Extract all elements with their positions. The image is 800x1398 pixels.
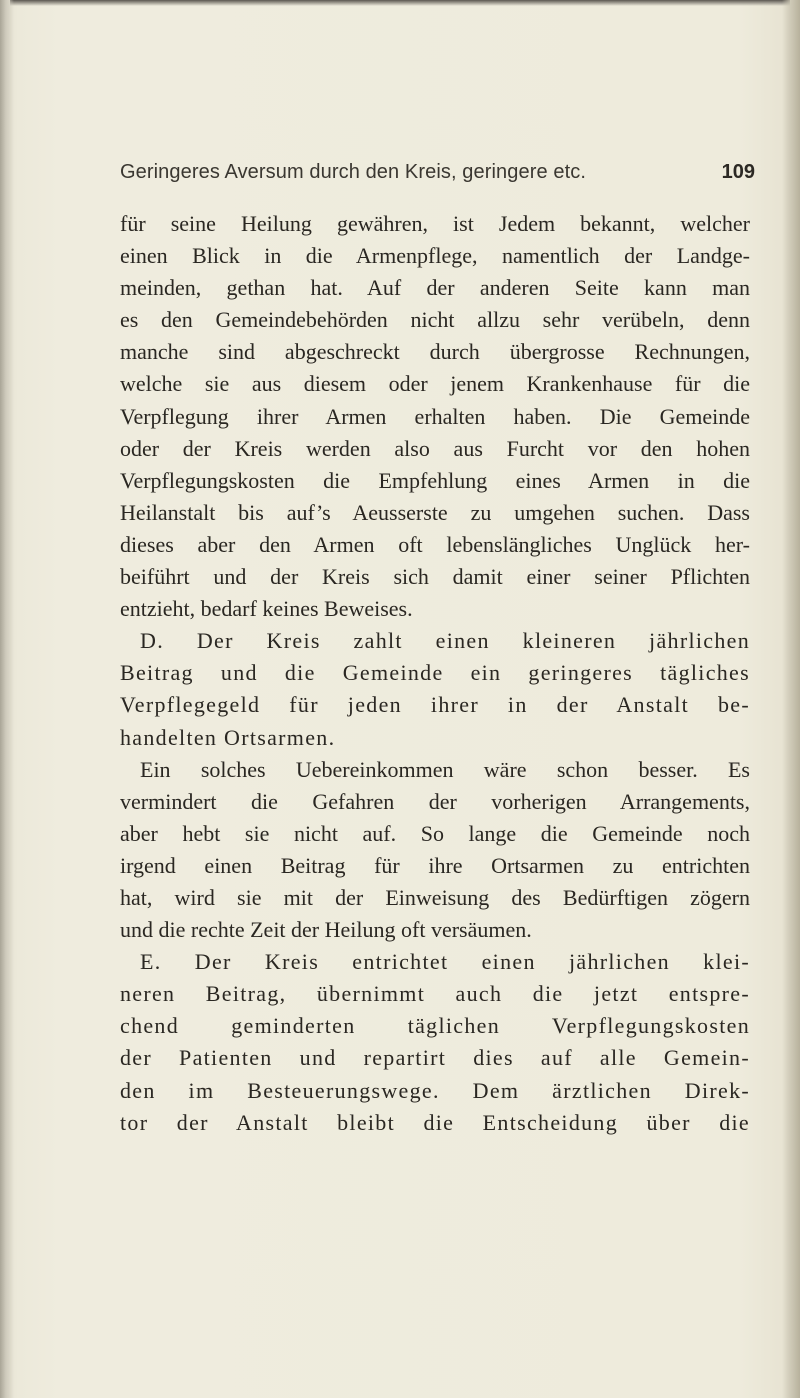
text-line: manche sind abgeschreckt durch übergrosse Rechnungen, — [120, 339, 750, 365]
text-line: der Patienten und repartirt dies auf alle Gemein- — [120, 1045, 750, 1071]
page-number: 109 — [721, 161, 755, 183]
text-line: beiführt und der Kreis sich damit einer seiner Pflichten — [120, 564, 750, 590]
text-line: vermindert die Gefahren der vorherigen Arrangements, — [120, 788, 750, 814]
text-line: handelten Ortsarmen. — [120, 724, 336, 750]
body-text — [120, 208, 750, 1139]
text-line: hat, wird sie mit der Einweisung des Bedürftigen zögern — [120, 884, 750, 910]
text-line: entzieht, bedarf keines Beweises. — [120, 596, 413, 622]
text-line: und die rechte Zeit der Heilung oft versäumen. — [120, 917, 532, 943]
text-line: tor der Anstalt bleibt die Entscheidung über die — [120, 1109, 750, 1135]
text-line: meinden, gethan hat. Auf der anderen Seite kann man — [120, 275, 750, 301]
binding-edge-shadow — [0, 0, 14, 1398]
text-line: irgend einen Beitrag für ihre Ortsarmen zu entrichten — [120, 852, 750, 878]
text-line: es den Gemeindebehörden nicht allzu sehr verübeln, denn — [120, 307, 750, 333]
page-edge-shadow — [782, 0, 800, 1398]
text-line: D. Der Kreis zahlt einen kleineren jährlichen — [140, 628, 750, 654]
text-line: aber hebt sie nicht auf. So lange die Gemeinde noch — [120, 820, 750, 846]
running-title: Geringeres Aversum durch den Kreis, geringere etc. — [120, 161, 586, 183]
text-line: welche sie aus diesem oder jenem Krankenhause für die — [120, 371, 750, 397]
page-header — [120, 161, 775, 201]
text-line: einen Blick in die Armenpflege, namentlich der Landge- — [120, 243, 750, 269]
text-line: für seine Heilung gewähren, ist Jedem bekannt, welcher — [120, 211, 750, 236]
text-line: neren Beitrag, übernimmt auch die jetzt entspre- — [120, 981, 750, 1007]
text-line: Verpflegung ihrer Armen erhalten haben. Die Gemeinde — [120, 403, 750, 429]
text-line: oder der Kreis werden also aus Furcht vor den hohen — [120, 435, 750, 461]
text-line: Beitrag und die Gemeinde ein geringeres tägliches — [120, 660, 750, 686]
text-line: dieses aber den Armen oft lebenslängliches Unglück her- — [120, 531, 750, 557]
page-top-rule — [10, 0, 790, 6]
text-line: Heilanstalt bis auf’s Aeusserste zu umgehen suchen. Dass — [120, 499, 750, 525]
text-line: Verpflegungskosten die Empfehlung eines Armen in die — [120, 467, 750, 493]
text-line: den im Besteuerungswege. Dem ärztlichen Direk- — [120, 1077, 750, 1103]
text-line: chend geminderten täglichen Verpflegungskosten — [120, 1013, 750, 1039]
text-line: Ein solches Uebereinkommen wäre schon besser. Es — [140, 756, 750, 782]
text-line: E. Der Kreis entrichtet einen jährlichen klei- — [140, 949, 750, 975]
text-line: Verpflegegeld für jeden ihrer in der Anstalt be- — [120, 692, 750, 718]
